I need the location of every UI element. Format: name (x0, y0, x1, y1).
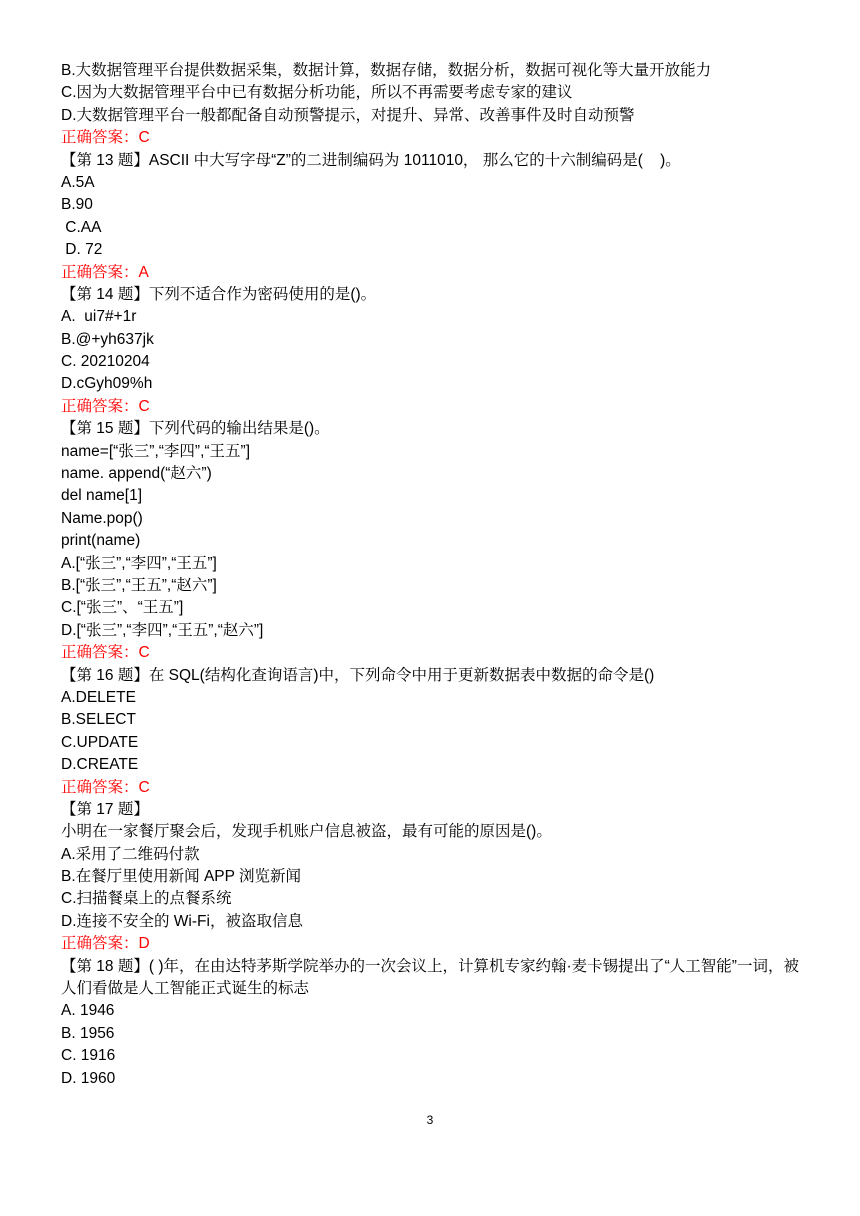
answer-option: C.因为大数据管理平台中已有数据分析功能，所以不再需要考虑专家的建议 (61, 84, 573, 102)
correct-answer: 正确答案：C (61, 778, 150, 796)
document-body (61, 60, 801, 1090)
question-stem: 【第 17 题】 (61, 800, 149, 818)
question-stem: 【第 15 题】下列代码的输出结果是()。 (61, 420, 330, 438)
answer-option: B.90 (61, 196, 93, 214)
answer-option: A. 1946 (61, 1002, 115, 1020)
answer-option: B.SELECT (61, 711, 136, 729)
answer-option: C.AA (61, 218, 102, 236)
answer-option: D.cGyh09%h (61, 375, 153, 393)
code-line: name. append(“赵六”) (61, 465, 212, 483)
correct-answer: 正确答案：A (61, 263, 149, 281)
answer-option: A.[“张三”,“李四”,“王五”] (61, 554, 217, 572)
code-line: name=[“张三”,“李四”,“王五”] (61, 442, 251, 460)
answer-option: C.扫描餐桌上的点餐系统 (61, 890, 232, 908)
code-line: print(name) (61, 532, 141, 550)
answer-option: D.连接不安全的 Wi-Fi，被盗取信息 (61, 912, 303, 930)
answer-option: D. 72 (61, 241, 103, 259)
correct-answer: 正确答案：C (61, 397, 150, 415)
correct-answer: 正确答案：C (61, 644, 150, 662)
answer-option: B.大数据管理平台提供数据采集，数据计算，数据存储，数据分析，数据可视化等大量开放能力 (61, 62, 712, 79)
answer-option: A.5A (61, 173, 95, 191)
answer-option: B.[“张三”,“王五”,“赵六”] (61, 576, 217, 594)
question-stem: 小明在一家餐厅聚会后，发现手机账户信息被盗，最有可能的原因是()。 (61, 823, 552, 841)
answer-option: B.@+yh637jk (61, 330, 154, 348)
correct-answer: 正确答案：C (61, 129, 150, 147)
answer-option: A. ui7#+1r (61, 308, 137, 326)
answer-option: C. 20210204 (61, 353, 150, 371)
correct-answer: 正确答案：D (61, 935, 150, 953)
answer-option: C. 1916 (61, 1047, 116, 1065)
page-number: 3 (426, 1113, 434, 1127)
answer-option: A.采用了二维码付款 (61, 845, 200, 863)
answer-option: B. 1956 (61, 1024, 115, 1042)
answer-option: D.大数据管理平台一般都配备自动预警提示，对提升、异常、改善事件及时自动预警 (61, 106, 635, 124)
question-stem: 【第 13 题】ASCII 中大写字母“Z”的二进制编码为 1011010， 那么它的十六制编码是( )。 (61, 151, 681, 169)
answer-option: D.[“张三”,“李四”,“王五”,“赵六”] (61, 621, 264, 639)
answer-option: A.DELETE (61, 688, 136, 706)
answer-option: D. 1960 (61, 1069, 116, 1087)
question-stem: 【第 16 题】在 SQL(结构化查询语言)中，下列命令中用于更新数据表中数据的命令是() (61, 666, 655, 684)
code-line: Name.pop() (61, 509, 143, 527)
question-stem: 【第 14 题】下列不适合作为密码使用的是()。 (61, 285, 377, 303)
answer-option: D.CREATE (61, 756, 139, 774)
answer-option: C.UPDATE (61, 733, 139, 751)
answer-option: B.在餐厅里使用新闻 APP 浏览新闻 (61, 868, 301, 886)
question-stem: 【第 18 题】( )年，在由达特茅斯学院举办的一次会议上，计算机专家约翰·麦卡锡提出了“人工智能”一词，被人们看做是人工智能正式诞生的标志 (61, 957, 799, 998)
answer-option: C.[“张三”、“王五”] (61, 599, 184, 617)
code-line: del name[1] (61, 487, 142, 505)
